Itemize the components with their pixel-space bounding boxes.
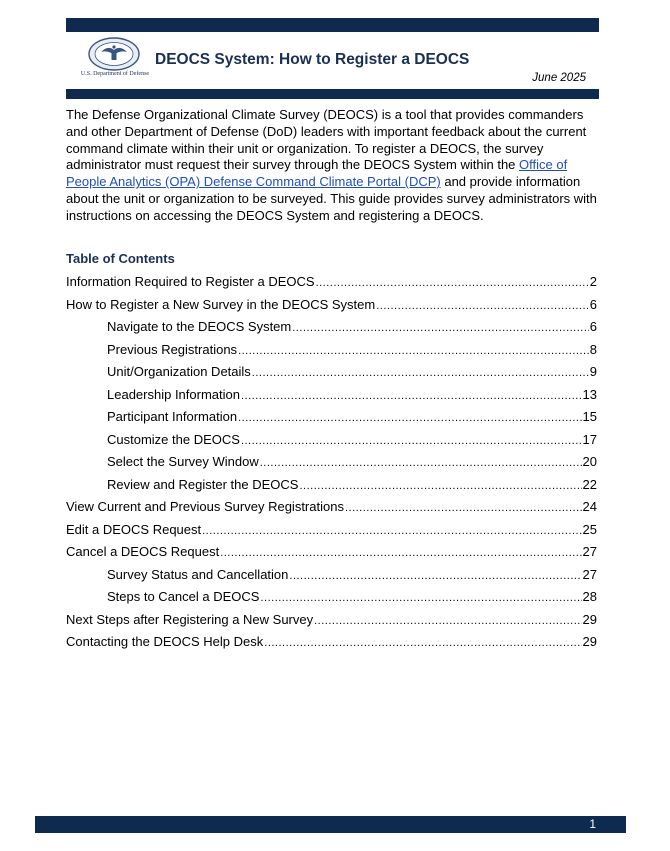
toc-entry-title: Navigate to the DEOCS System xyxy=(107,319,292,334)
document-date: June 2025 xyxy=(532,72,586,84)
toc-entry[interactable] xyxy=(66,339,597,362)
header-bottom-bar xyxy=(66,89,599,99)
toc-entry-page: 27 xyxy=(582,566,597,582)
intro-text-after-link: and provide information about the unit or organization to be surveyed. This guide provides survey administrators with instructions on accessing the DEOCS System and registering a DEOCS. xyxy=(66,174,597,223)
toc-dot-leader xyxy=(345,497,582,520)
toc-entry[interactable] xyxy=(66,541,597,564)
footer-bar xyxy=(35,816,626,833)
toc-dot-leader xyxy=(292,317,589,340)
toc-entry-page: 9 xyxy=(589,364,597,379)
toc-dot-leader xyxy=(220,542,581,565)
toc-entry[interactable] xyxy=(66,586,597,609)
toc-entry[interactable] xyxy=(66,519,597,542)
toc-entry[interactable] xyxy=(66,406,597,429)
toc-entry-title: View Current and Previous Survey Registrations xyxy=(66,499,344,514)
toc-entry[interactable] xyxy=(66,316,597,339)
toc-entry[interactable] xyxy=(66,564,597,587)
toc-entry[interactable] xyxy=(66,384,597,407)
toc-entry[interactable] xyxy=(66,474,597,497)
toc-entry-title: Steps to Cancel a DEOCS xyxy=(107,589,260,604)
toc-dot-leader xyxy=(299,475,581,498)
toc-dot-leader xyxy=(264,632,581,655)
toc-dot-leader xyxy=(289,565,581,588)
table-of-contents xyxy=(66,271,597,654)
toc-dot-leader xyxy=(238,407,581,430)
document-title: DEOCS System: How to Register a DEOCS xyxy=(155,51,470,68)
dept-label: U.S. Department of Defense xyxy=(80,71,150,77)
toc-entry[interactable] xyxy=(66,496,597,519)
toc-entry-page: 17 xyxy=(582,431,597,447)
toc-entry-title: Participant Information xyxy=(107,409,238,424)
toc-entry-title: Review and Register the DEOCS xyxy=(107,476,299,492)
toc-entry[interactable] xyxy=(66,271,597,294)
toc-entry-page: 6 xyxy=(589,296,597,312)
toc-entry-page: 22 xyxy=(582,476,597,492)
dcp-portal-link[interactable]: Office of People Analytics (OPA) Defense Command Climate Portal (DCP) xyxy=(66,157,568,190)
toc-entry-page: 29 xyxy=(582,634,597,649)
toc-entry-title: How to Register a New Survey in the DEOCS System xyxy=(66,296,376,312)
toc-entry-title: Information Required to Register a DEOCS xyxy=(66,274,315,289)
toc-entry[interactable] xyxy=(66,609,597,632)
toc-entry-title: Cancel a DEOCS Request xyxy=(66,544,220,559)
toc-dot-leader xyxy=(241,430,582,453)
dod-seal-icon xyxy=(86,36,142,72)
toc-dot-leader xyxy=(202,520,581,543)
toc-entry-page: 2 xyxy=(589,274,597,289)
toc-heading: Table of Contents xyxy=(66,251,175,266)
toc-dot-leader xyxy=(252,362,589,385)
toc-dot-leader xyxy=(316,272,589,295)
toc-entry-page: 13 xyxy=(582,386,597,402)
intro-paragraph xyxy=(66,107,600,225)
toc-entry-page: 27 xyxy=(582,544,597,559)
toc-entry[interactable] xyxy=(66,294,597,317)
toc-dot-leader xyxy=(238,340,589,363)
toc-entry-page: 15 xyxy=(582,409,597,424)
toc-entry-title: Select the Survey Window xyxy=(107,454,259,469)
toc-entry-page: 25 xyxy=(582,521,597,537)
toc-entry-page: 6 xyxy=(589,319,597,334)
toc-entry-title: Next Steps after Registering a New Survey xyxy=(66,611,314,627)
toc-dot-leader xyxy=(376,295,589,318)
toc-dot-leader xyxy=(314,610,581,633)
header-top-bar xyxy=(66,18,599,32)
toc-dot-leader xyxy=(241,385,582,408)
toc-entry[interactable] xyxy=(66,631,597,654)
toc-entry-title: Leadership Information xyxy=(107,386,240,402)
toc-entry[interactable] xyxy=(66,429,597,452)
toc-entry-page: 28 xyxy=(582,589,597,604)
intro-text-before-link: The Defense Organizational Climate Survey (DEOCS) is a tool that provides commanders and other Department of Defense (DoD) leaders with important feedback about the current command climate within their unit or organization. To register a DEOCS, the survey administrator must request their survey through the DEOCS System within the xyxy=(66,107,587,173)
toc-entry-page: 8 xyxy=(589,341,597,357)
toc-entry-title: Edit a DEOCS Request xyxy=(66,521,202,537)
toc-entry-title: Contacting the DEOCS Help Desk xyxy=(66,634,264,649)
toc-entry[interactable] xyxy=(66,451,597,474)
toc-dot-leader xyxy=(260,587,581,610)
toc-entry-page: 24 xyxy=(582,499,597,514)
toc-entry-page: 29 xyxy=(582,611,597,627)
toc-entry-title: Previous Registrations xyxy=(107,341,238,357)
toc-entry-page: 20 xyxy=(582,454,597,469)
toc-entry[interactable] xyxy=(66,361,597,384)
toc-dot-leader xyxy=(260,452,582,475)
toc-entry-title: Customize the DEOCS xyxy=(107,431,240,447)
toc-entry-title: Survey Status and Cancellation xyxy=(107,566,289,582)
page-number: 1 xyxy=(589,817,596,831)
toc-entry-title: Unit/Organization Details xyxy=(107,364,251,379)
